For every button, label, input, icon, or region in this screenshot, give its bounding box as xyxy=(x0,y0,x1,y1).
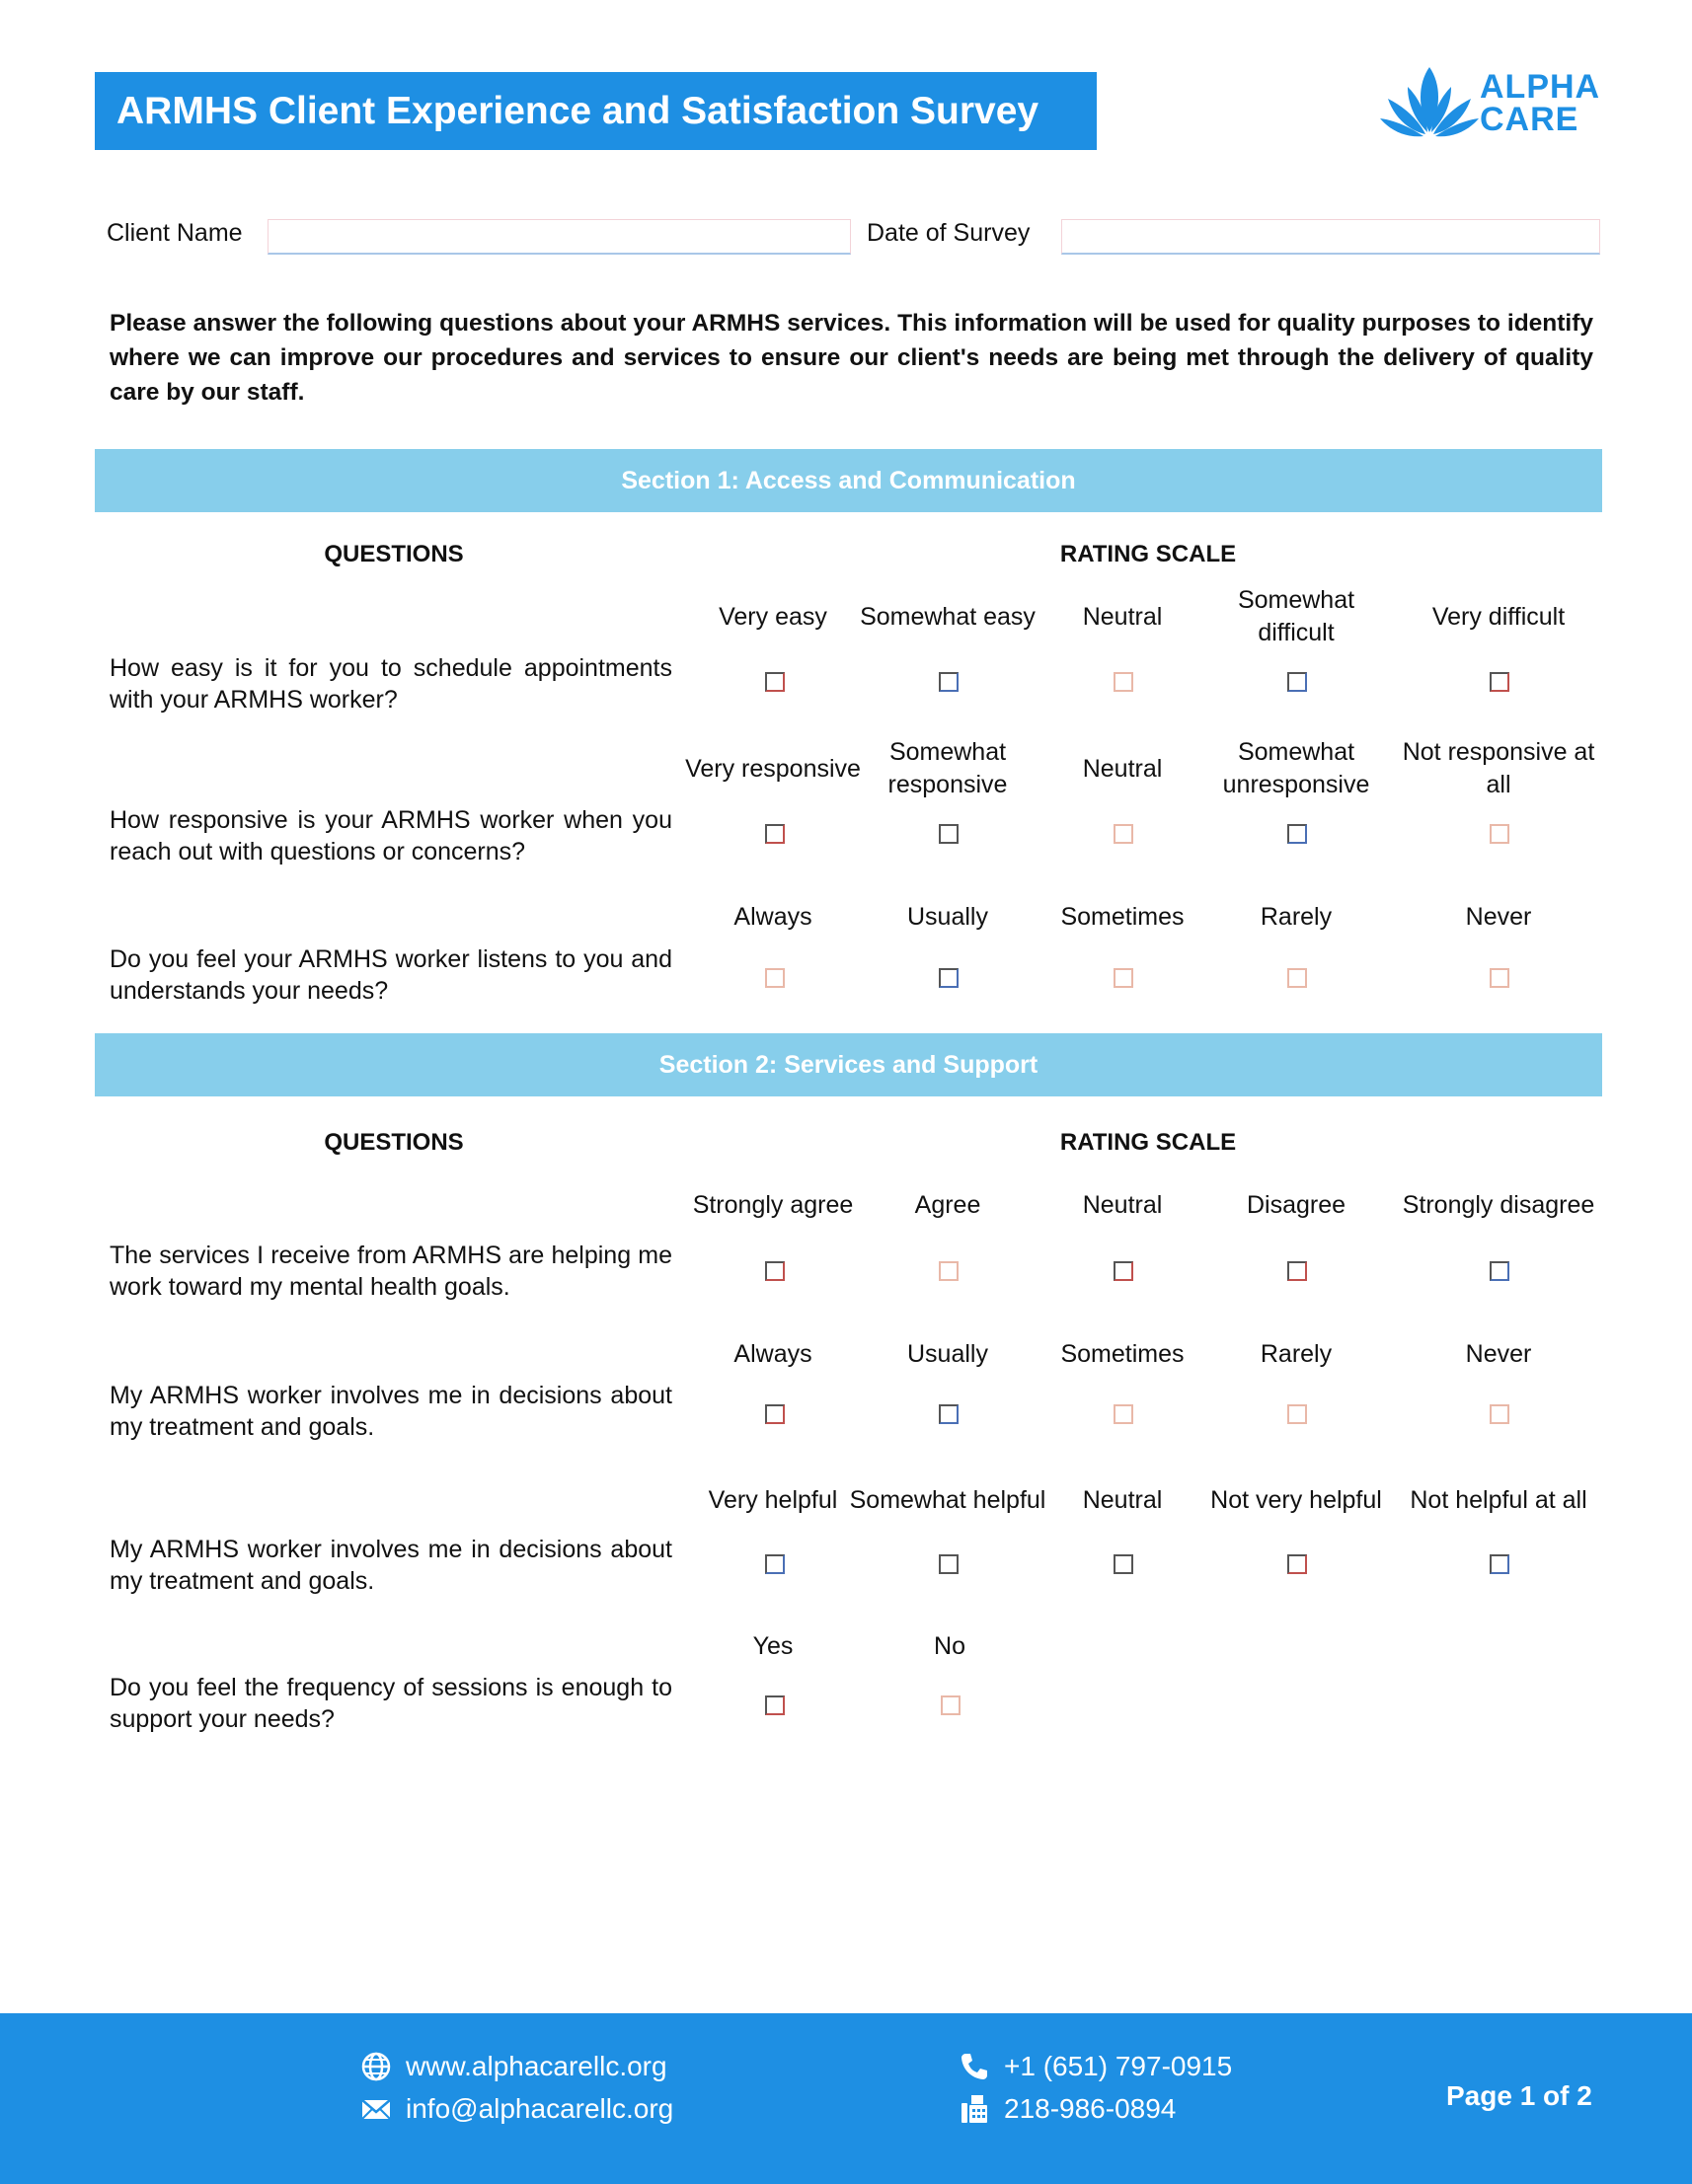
phone-link[interactable] xyxy=(959,2051,1232,2082)
checkbox-somewhat-unresponsive[interactable] xyxy=(1287,824,1307,844)
rating-scale-header: RATING SCALE xyxy=(1059,1129,1237,1156)
option-label: Somewhat easy xyxy=(860,602,1036,631)
option-label: Sometimes xyxy=(1060,902,1185,931)
checkbox-somewhat-easy[interactable] xyxy=(939,672,959,692)
option-label: Usually xyxy=(907,902,988,931)
option-label: Never xyxy=(1465,1339,1532,1368)
fax-link[interactable] xyxy=(959,2093,1176,2125)
envelope-icon xyxy=(360,2093,392,2125)
checkbox-very-difficult[interactable] xyxy=(1490,672,1509,692)
option-label: Always xyxy=(733,902,812,931)
rating-scale-header: RATING SCALE xyxy=(1059,541,1237,567)
checkbox-disagree[interactable] xyxy=(1287,1261,1307,1281)
logo-line-1: ALPHA xyxy=(1480,68,1601,106)
option-label: Not responsive at all xyxy=(1402,738,1595,798)
checkbox-sometimes[interactable] xyxy=(1114,1404,1133,1424)
date-of-survey-label: Date of Survey xyxy=(867,219,1031,247)
option-label: Disagree xyxy=(1246,1190,1346,1219)
checkbox-always[interactable] xyxy=(765,1404,785,1424)
option-label: Always xyxy=(733,1339,812,1368)
checkbox-usually[interactable] xyxy=(939,1404,959,1424)
option-label: Usually xyxy=(907,1339,988,1368)
checkbox-sometimes[interactable] xyxy=(1114,968,1133,988)
checkbox-agree[interactable] xyxy=(939,1261,959,1281)
checkbox-not-responsive[interactable] xyxy=(1490,824,1509,844)
option-label: Rarely xyxy=(1260,902,1333,931)
question-text: The services I receive from ARMHS are helping me work toward my mental health goals. xyxy=(110,1242,672,1301)
client-name-label: Client Name xyxy=(107,219,243,247)
checkbox-never[interactable] xyxy=(1490,1404,1509,1424)
option-label: Rarely xyxy=(1260,1339,1333,1368)
option-label: Somewhat unresponsive xyxy=(1222,738,1370,798)
email-text: info@alphacarellc.org xyxy=(406,2093,674,2124)
checkbox-very-easy[interactable] xyxy=(765,672,785,692)
phone-icon xyxy=(959,2051,990,2082)
checkbox-usually[interactable] xyxy=(939,968,959,988)
client-name-input[interactable] xyxy=(268,219,851,255)
option-label: Neutral xyxy=(1082,1190,1163,1219)
questions-header: QUESTIONS xyxy=(324,1129,464,1156)
option-label: Not very helpful xyxy=(1210,1485,1382,1514)
globe-icon xyxy=(360,2051,392,2082)
option-label: Not helpful at all xyxy=(1410,1485,1587,1514)
questions-header: QUESTIONS xyxy=(324,541,464,567)
checkbox-strongly-agree[interactable] xyxy=(765,1261,785,1281)
option-label: Somewhat difficult xyxy=(1237,586,1355,646)
checkbox-rarely[interactable] xyxy=(1287,1404,1307,1424)
option-label: No xyxy=(934,1631,965,1660)
question-text: How easy is it for you to schedule appointments with your ARMHS worker? xyxy=(110,654,672,714)
checkbox-strongly-disagree[interactable] xyxy=(1490,1261,1509,1281)
checkbox-neutral[interactable] xyxy=(1114,1554,1133,1574)
fax-icon xyxy=(959,2093,990,2125)
option-label: Agree xyxy=(914,1190,981,1219)
checkbox-not-helpful-at-all[interactable] xyxy=(1490,1554,1509,1574)
option-label: Very responsive xyxy=(685,754,861,783)
question-text: Do you feel your ARMHS worker listens to you and understands your needs? xyxy=(110,945,672,1005)
fax-text: 218-986-0894 xyxy=(1004,2093,1177,2124)
checkbox-somewhat-helpful[interactable] xyxy=(939,1554,959,1574)
checkbox-no[interactable] xyxy=(941,1695,961,1715)
option-label: Yes xyxy=(752,1631,794,1660)
option-label: Never xyxy=(1465,902,1532,931)
lotus-icon xyxy=(1378,59,1482,143)
option-label: Neutral xyxy=(1082,754,1163,783)
question-text: My ARMHS worker involves me in decisions about my treatment and goals. xyxy=(110,1382,672,1441)
option-label: Somewhat helpful xyxy=(849,1485,1046,1514)
phone-text: +1 (651) 797-0915 xyxy=(1004,2051,1233,2081)
checkbox-yes[interactable] xyxy=(765,1695,785,1715)
section-2-header: Section 2: Services and Support xyxy=(95,1033,1602,1096)
document-title: ARMHS Client Experience and Satisfaction Survey xyxy=(95,72,1097,150)
option-label: Sometimes xyxy=(1060,1339,1185,1368)
page-number: Page 1 of 2 xyxy=(1446,2080,1592,2111)
website-link[interactable] xyxy=(360,2051,667,2082)
email-link[interactable] xyxy=(360,2093,673,2125)
checkbox-neutral[interactable] xyxy=(1114,824,1133,844)
option-label: Neutral xyxy=(1082,602,1163,631)
checkbox-somewhat-responsive[interactable] xyxy=(939,824,959,844)
question-text: Do you feel the frequency of sessions is enough to support your needs? xyxy=(110,1674,672,1733)
option-label: Very easy xyxy=(719,602,827,631)
question-text: How responsive is your ARMHS worker when you reach out with questions or concerns? xyxy=(110,806,672,866)
checkbox-very-responsive[interactable] xyxy=(765,824,785,844)
intro-paragraph: Please answer the following questions about your ARMHS services. This information will be used for quality purposes to identify where we can improve our procedures and services to ensure our client's needs are being met through the delivery of quality care by our staff. xyxy=(110,310,1593,406)
date-of-survey-input[interactable] xyxy=(1061,219,1600,255)
checkbox-somewhat-difficult[interactable] xyxy=(1287,672,1307,692)
checkbox-never[interactable] xyxy=(1490,968,1509,988)
option-label: Strongly agree xyxy=(692,1190,854,1219)
option-label: Very difficult xyxy=(1431,602,1566,631)
section-1-header: Section 1: Access and Communication xyxy=(95,449,1602,512)
option-label: Somewhat responsive xyxy=(887,738,1008,798)
option-label: Very helpful xyxy=(708,1485,838,1514)
checkbox-rarely[interactable] xyxy=(1287,968,1307,988)
website-text: www.alphacarellc.org xyxy=(406,2051,667,2081)
checkbox-not-very-helpful[interactable] xyxy=(1287,1554,1307,1574)
checkbox-very-helpful[interactable] xyxy=(765,1554,785,1574)
logo-line-2: CARE xyxy=(1480,101,1579,138)
checkbox-neutral[interactable] xyxy=(1114,672,1133,692)
option-label: Neutral xyxy=(1082,1485,1163,1514)
checkbox-always[interactable] xyxy=(765,968,785,988)
option-label: Strongly disagree xyxy=(1402,1190,1595,1219)
checkbox-neutral[interactable] xyxy=(1114,1261,1133,1281)
footer xyxy=(0,2013,1692,2184)
alpha-care-logo xyxy=(1378,59,1605,148)
question-text: My ARMHS worker involves me in decisions about my treatment and goals. xyxy=(110,1536,672,1595)
